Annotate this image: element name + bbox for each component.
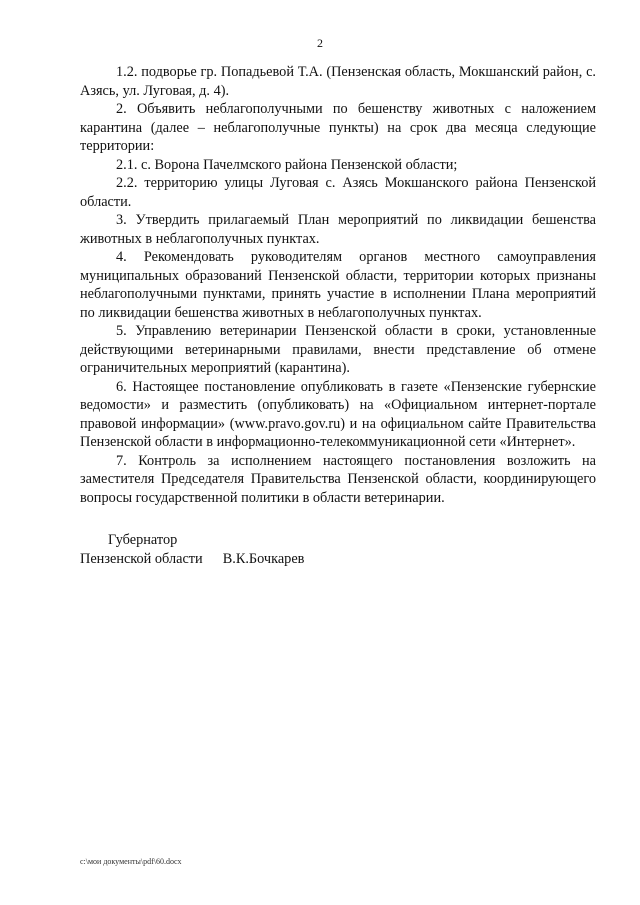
- paragraph-7: 7. Контроль за исполнением настоящего постановления возложить на заместителя Председателя Правительства Пензенской области, координирующего вопросы государственной политики в области ветеринарии.: [80, 452, 596, 506]
- paragraph-2: 2. Объявить неблагополучными по бешенству животных с наложением карантина (далее – неблагополучные пункты) на срок два месяца следующие территории:: [80, 101, 596, 154]
- signature-block: [80, 531, 304, 568]
- document-body: [80, 63, 596, 507]
- page-number: 2: [317, 36, 323, 50]
- footer-file-path: c:\мои документы\pdf\60.docx: [80, 857, 182, 866]
- paragraph-1-2: 1.2. подворье гр. Попадьевой Т.А. (Пензенская область, Мокшанский район, с. Азясь, ул. Луговая, д. 4).: [80, 64, 596, 99]
- paragraph-5: 5. Управлению ветеринарии Пензенской области в сроки, установленные действующими ветеринарными правилами, внести представление об отмене ограничительных мероприятий (карантина).: [80, 323, 596, 376]
- paragraph-2-2: 2.2. территорию улицы Луговая с. Азясь Мокшанского района Пензенской области.: [80, 175, 596, 210]
- paragraph-2-1: 2.1. с. Ворона Пачелмского района Пензенской области;: [116, 156, 458, 173]
- signature-region: Пензенской области: [80, 550, 203, 567]
- paragraph-3: 3. Утвердить прилагаемый План мероприятий по ликвидации бешенства животных в неблагополучных пунктах.: [80, 212, 596, 247]
- paragraph-4: 4. Рекомендовать руководителям органов местного самоуправления муниципальных образований Пензенской области, территории которых признаны неблагополучными пунктами, принять участие в исполнении Плана мероприятий по ликвидации бешенства животных в неблагополучных пунктах.: [80, 249, 596, 321]
- paragraph-6: 6. Настоящее постановление опубликовать в газете «Пензенские губернские ведомости» и разместить (опубликовать) на «Официальном интернет-портале правовой информации» (www.pravo.gov.ru) и на официальном сайте Правительства Пензенской области в информационно-телекоммуникационной сети «Интернет».: [80, 378, 596, 450]
- signature-name: В.К.Бочкарев: [222, 550, 305, 567]
- signature-title: Губернатор: [108, 532, 178, 548]
- signature-row: [80, 550, 304, 569]
